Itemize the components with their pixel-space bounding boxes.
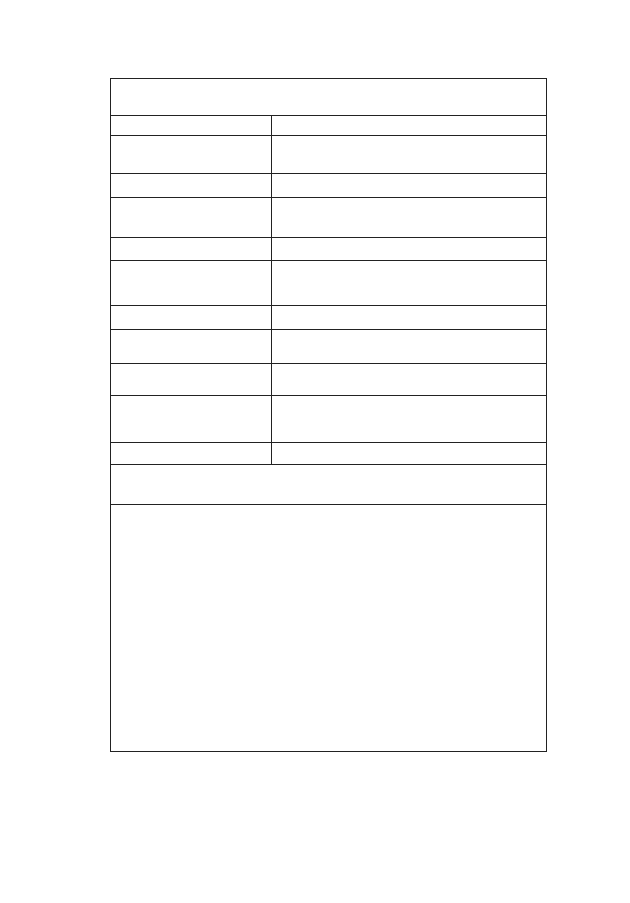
row-label — [111, 306, 272, 329]
row-label — [111, 364, 272, 395]
row-label — [111, 330, 272, 363]
row-value-field[interactable] — [272, 136, 546, 173]
row-label — [111, 116, 272, 135]
permit-date-section — [111, 465, 546, 505]
row-conditions — [111, 396, 546, 443]
row-value-field[interactable] — [272, 198, 546, 237]
row-value-field[interactable] — [272, 364, 546, 395]
row-contact-person — [111, 174, 546, 198]
row-route — [111, 261, 546, 306]
row-label — [111, 443, 272, 464]
row-remarks — [111, 443, 546, 465]
row-form-of-demonstration — [111, 364, 546, 396]
row-value-field[interactable] — [272, 174, 546, 197]
row-organizer — [111, 136, 546, 174]
permit-form — [110, 78, 547, 752]
row-label — [111, 396, 272, 442]
row-expected-participants — [111, 306, 546, 330]
row-value-field[interactable] — [272, 238, 546, 260]
row-label — [111, 136, 272, 173]
row-value-field[interactable] — [272, 306, 546, 329]
row-label — [111, 238, 272, 260]
row-value-field[interactable] — [272, 396, 546, 442]
row-value-field[interactable] — [272, 261, 546, 305]
row-label — [111, 198, 272, 237]
form-header — [111, 79, 546, 116]
row-value-field[interactable] — [272, 116, 546, 135]
row-value-field[interactable] — [272, 330, 546, 363]
row-demonstration-type — [111, 116, 546, 136]
row-label — [111, 261, 272, 305]
row-value-field[interactable] — [272, 443, 546, 464]
row-participating-groups — [111, 238, 546, 261]
row-purpose — [111, 330, 546, 364]
row-label — [111, 174, 272, 197]
row-datetime — [111, 198, 546, 238]
